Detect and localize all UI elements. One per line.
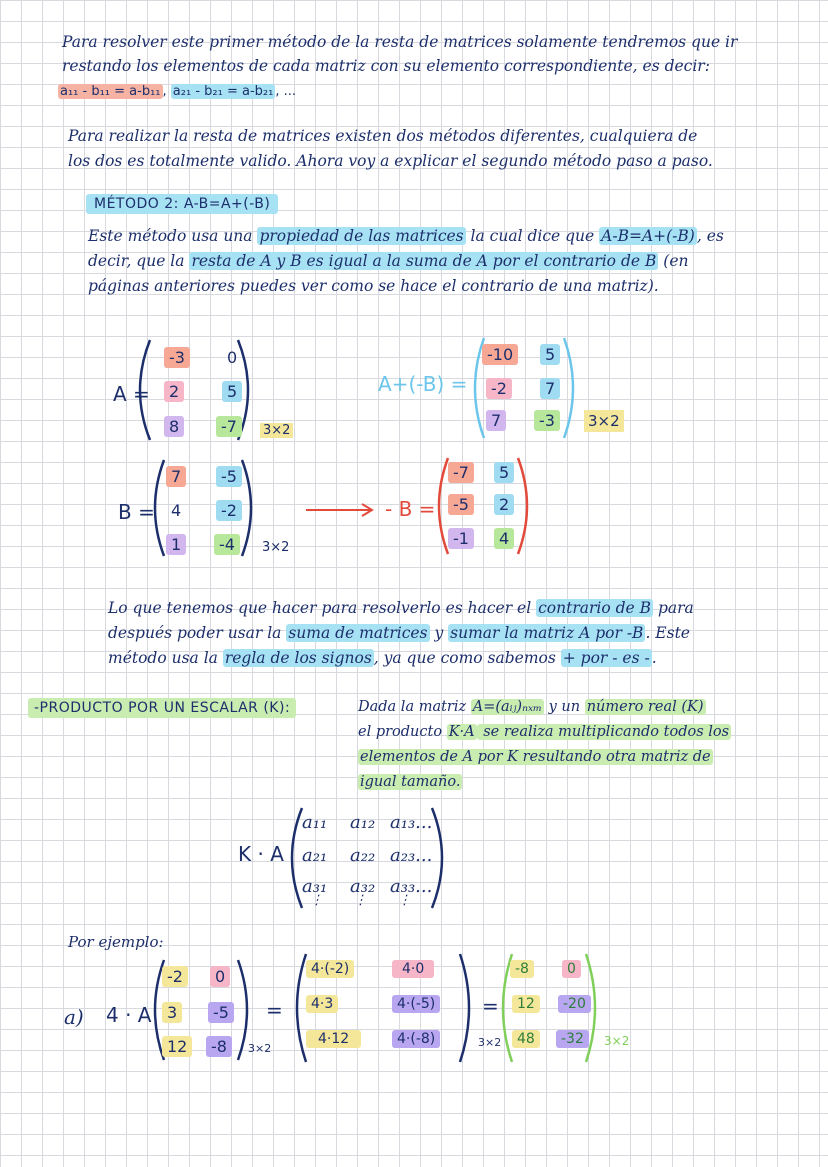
matrix-b-size: 3×2 — [262, 540, 290, 555]
example-m1-cell: 3 — [162, 1002, 182, 1023]
matrix-b-cell: 7 — [166, 466, 186, 487]
example-m3-cell: -20 — [558, 995, 591, 1013]
example-m1-size: 3×2 — [248, 1042, 272, 1055]
matrix-a-size: 3×2 — [260, 423, 293, 438]
matrix-a-label: A = — [113, 382, 150, 406]
generic-cell: a₃₁ — [302, 876, 328, 897]
intro-formulas: a₁₁ - b₁₁ = a-b₁₁ , a₂₁ - b₂₁ = a-b₂₁ , ... — [60, 84, 296, 99]
example-equals-1: = — [266, 998, 283, 1022]
example-m2-cell: 4·(-5) — [392, 995, 440, 1013]
scalar-title: -PRODUCTO POR UN ESCALAR (K): — [28, 698, 296, 718]
matrix-b-cell: 1 — [166, 534, 186, 555]
generic-dots: ⋮ — [398, 893, 411, 908]
example-m1-cell: -5 — [208, 1002, 234, 1023]
explain-line-1: Lo que tenemos que hacer para resolverlo es hacer el contrario de B para — [108, 599, 694, 617]
example-prefix: a) — [64, 1005, 84, 1029]
para2-line-2: los dos es totalmente valido. Ahora voy a explicar el segundo método paso a paso. — [68, 152, 713, 170]
generic-cell: a₂₂ — [350, 845, 376, 866]
matrix-a-cell: 5 — [222, 381, 242, 402]
example-m2-cell: 4·(-2) — [306, 960, 354, 978]
example-m3-cell: 48 — [512, 1030, 540, 1048]
result-matrix-cell: -10 — [482, 344, 518, 365]
neg-b-cell: -7 — [448, 462, 474, 483]
matrix-a-cell: 0 — [227, 348, 238, 367]
generic-cell: a₁₁ — [302, 812, 328, 833]
method2-line-2: decir, que la resta de A y B es igual a la suma de A por el contrario de B (en — [88, 252, 689, 270]
neg-b-cell: -5 — [448, 494, 474, 515]
generic-cell: a₃₂ — [350, 876, 376, 897]
method2-line-1: Este método usa una propiedad de las matrices la cual dice que A-B=A+(-B) , es — [88, 227, 724, 245]
example-m3-cell: 0 — [562, 960, 581, 978]
example-m1-cell: 12 — [162, 1036, 192, 1057]
example-label: 4 · A — [106, 1003, 152, 1027]
result-matrix-cell: -2 — [486, 378, 512, 399]
neg-b-cell: -1 — [448, 528, 474, 549]
formula-a21: a₂₁ - b₂₁ = a-b₂₁ — [172, 84, 274, 99]
example-m3-cell: 12 — [512, 995, 540, 1013]
scalar-line-2: el producto K·A se realiza multiplicando todos los — [358, 724, 730, 740]
matrix-a-cell: -3 — [164, 347, 190, 368]
intro-line-2: restando los elementos de cada matriz con su elemento correspondiente, es decir: — [62, 57, 710, 75]
explain-line-3: método usa la regla de los signos , ya que como sabemos + por - es - . — [108, 649, 657, 667]
matrix-a-cell: 2 — [164, 381, 184, 402]
result-matrix-size: 3×2 — [584, 410, 624, 432]
example-m2-size: 3×2 — [478, 1036, 502, 1049]
neg-b-label: - B = — [385, 497, 436, 521]
matrix-b-label: B = — [118, 500, 155, 524]
example-m3-cell: -32 — [556, 1030, 589, 1048]
example-m1-cell: 0 — [210, 966, 230, 987]
method2-title: MÉTODO 2: A-B=A+(-B) — [86, 194, 278, 214]
matrix-a-brackets — [128, 338, 268, 442]
neg-b-brackets — [430, 456, 540, 556]
scalar-line-3: elementos de A por K resultando otra matriz de — [360, 749, 711, 765]
neg-b-cell: 2 — [494, 494, 514, 515]
para2-line-1: Para realizar la resta de matrices existen dos métodos diferentes, cualquiera de — [68, 127, 698, 145]
example-m2-cell: 4·(-8) — [392, 1030, 440, 1048]
result-matrix-cell: 7 — [486, 410, 506, 431]
generic-cell: a₂₁ — [302, 845, 328, 866]
scalar-line-1: Dada la matriz A=(aᵢⱼ)ₙₓₘ y un número real (K) — [358, 699, 704, 715]
example-m2-cell: 4·3 — [306, 995, 338, 1013]
example-m1-cell: -8 — [206, 1036, 232, 1057]
matrix-a-cell: 8 — [164, 416, 184, 437]
generic-dots: ⋮ — [310, 893, 323, 908]
result-matrix-cell: -3 — [534, 410, 560, 431]
matrix-b-cell: 4 — [171, 501, 182, 520]
neg-b-cell: 5 — [494, 462, 514, 483]
example-equals-2: = — [482, 994, 499, 1018]
generic-cell: a₂₃... — [390, 845, 433, 866]
formula-a11: a₁₁ - b₁₁ = a-b₁₁ — [60, 84, 161, 99]
matrix-a-cell: -7 — [216, 416, 242, 437]
result-matrix-cell: 7 — [540, 378, 560, 399]
example-m3-cell: -8 — [510, 960, 534, 978]
arrow-right-icon — [304, 500, 376, 520]
example-m3-size: 3×2 — [604, 1034, 630, 1048]
example-m1-cell: -2 — [162, 966, 188, 987]
scalar-line-4: igual tamaño. — [360, 774, 461, 790]
method2-line-3: páginas anteriores puedes ver como se hace el contrario de una matriz). — [88, 277, 659, 295]
generic-cell: a₁₃... — [390, 812, 433, 833]
matrix-b-cell: -4 — [214, 534, 240, 555]
neg-b-cell: 4 — [494, 528, 514, 549]
generic-cell: a₁₂ — [350, 812, 376, 833]
intro-line-1: Para resolver este primer método de la resta de matrices solamente tendremos que ir — [62, 33, 738, 51]
matrix-b-cell: -5 — [216, 466, 242, 487]
matrix-b-brackets — [144, 458, 264, 558]
example-m2-cell: 4·12 — [306, 1030, 361, 1048]
example-m2-cell: 4·0 — [392, 960, 434, 978]
generic-label: K · A — [238, 842, 284, 866]
result-matrix-label: A+(-B) = — [378, 372, 468, 396]
example-title: Por ejemplo: — [68, 933, 164, 951]
generic-dots: ⋮ — [354, 893, 367, 908]
result-matrix-cell: 5 — [540, 344, 560, 365]
matrix-b-cell: -2 — [216, 500, 242, 521]
generic-cell: a₃₃... — [390, 876, 433, 897]
explain-line-2: después poder usar la suma de matrices y sumar la matriz A por -B . Este — [108, 624, 690, 642]
